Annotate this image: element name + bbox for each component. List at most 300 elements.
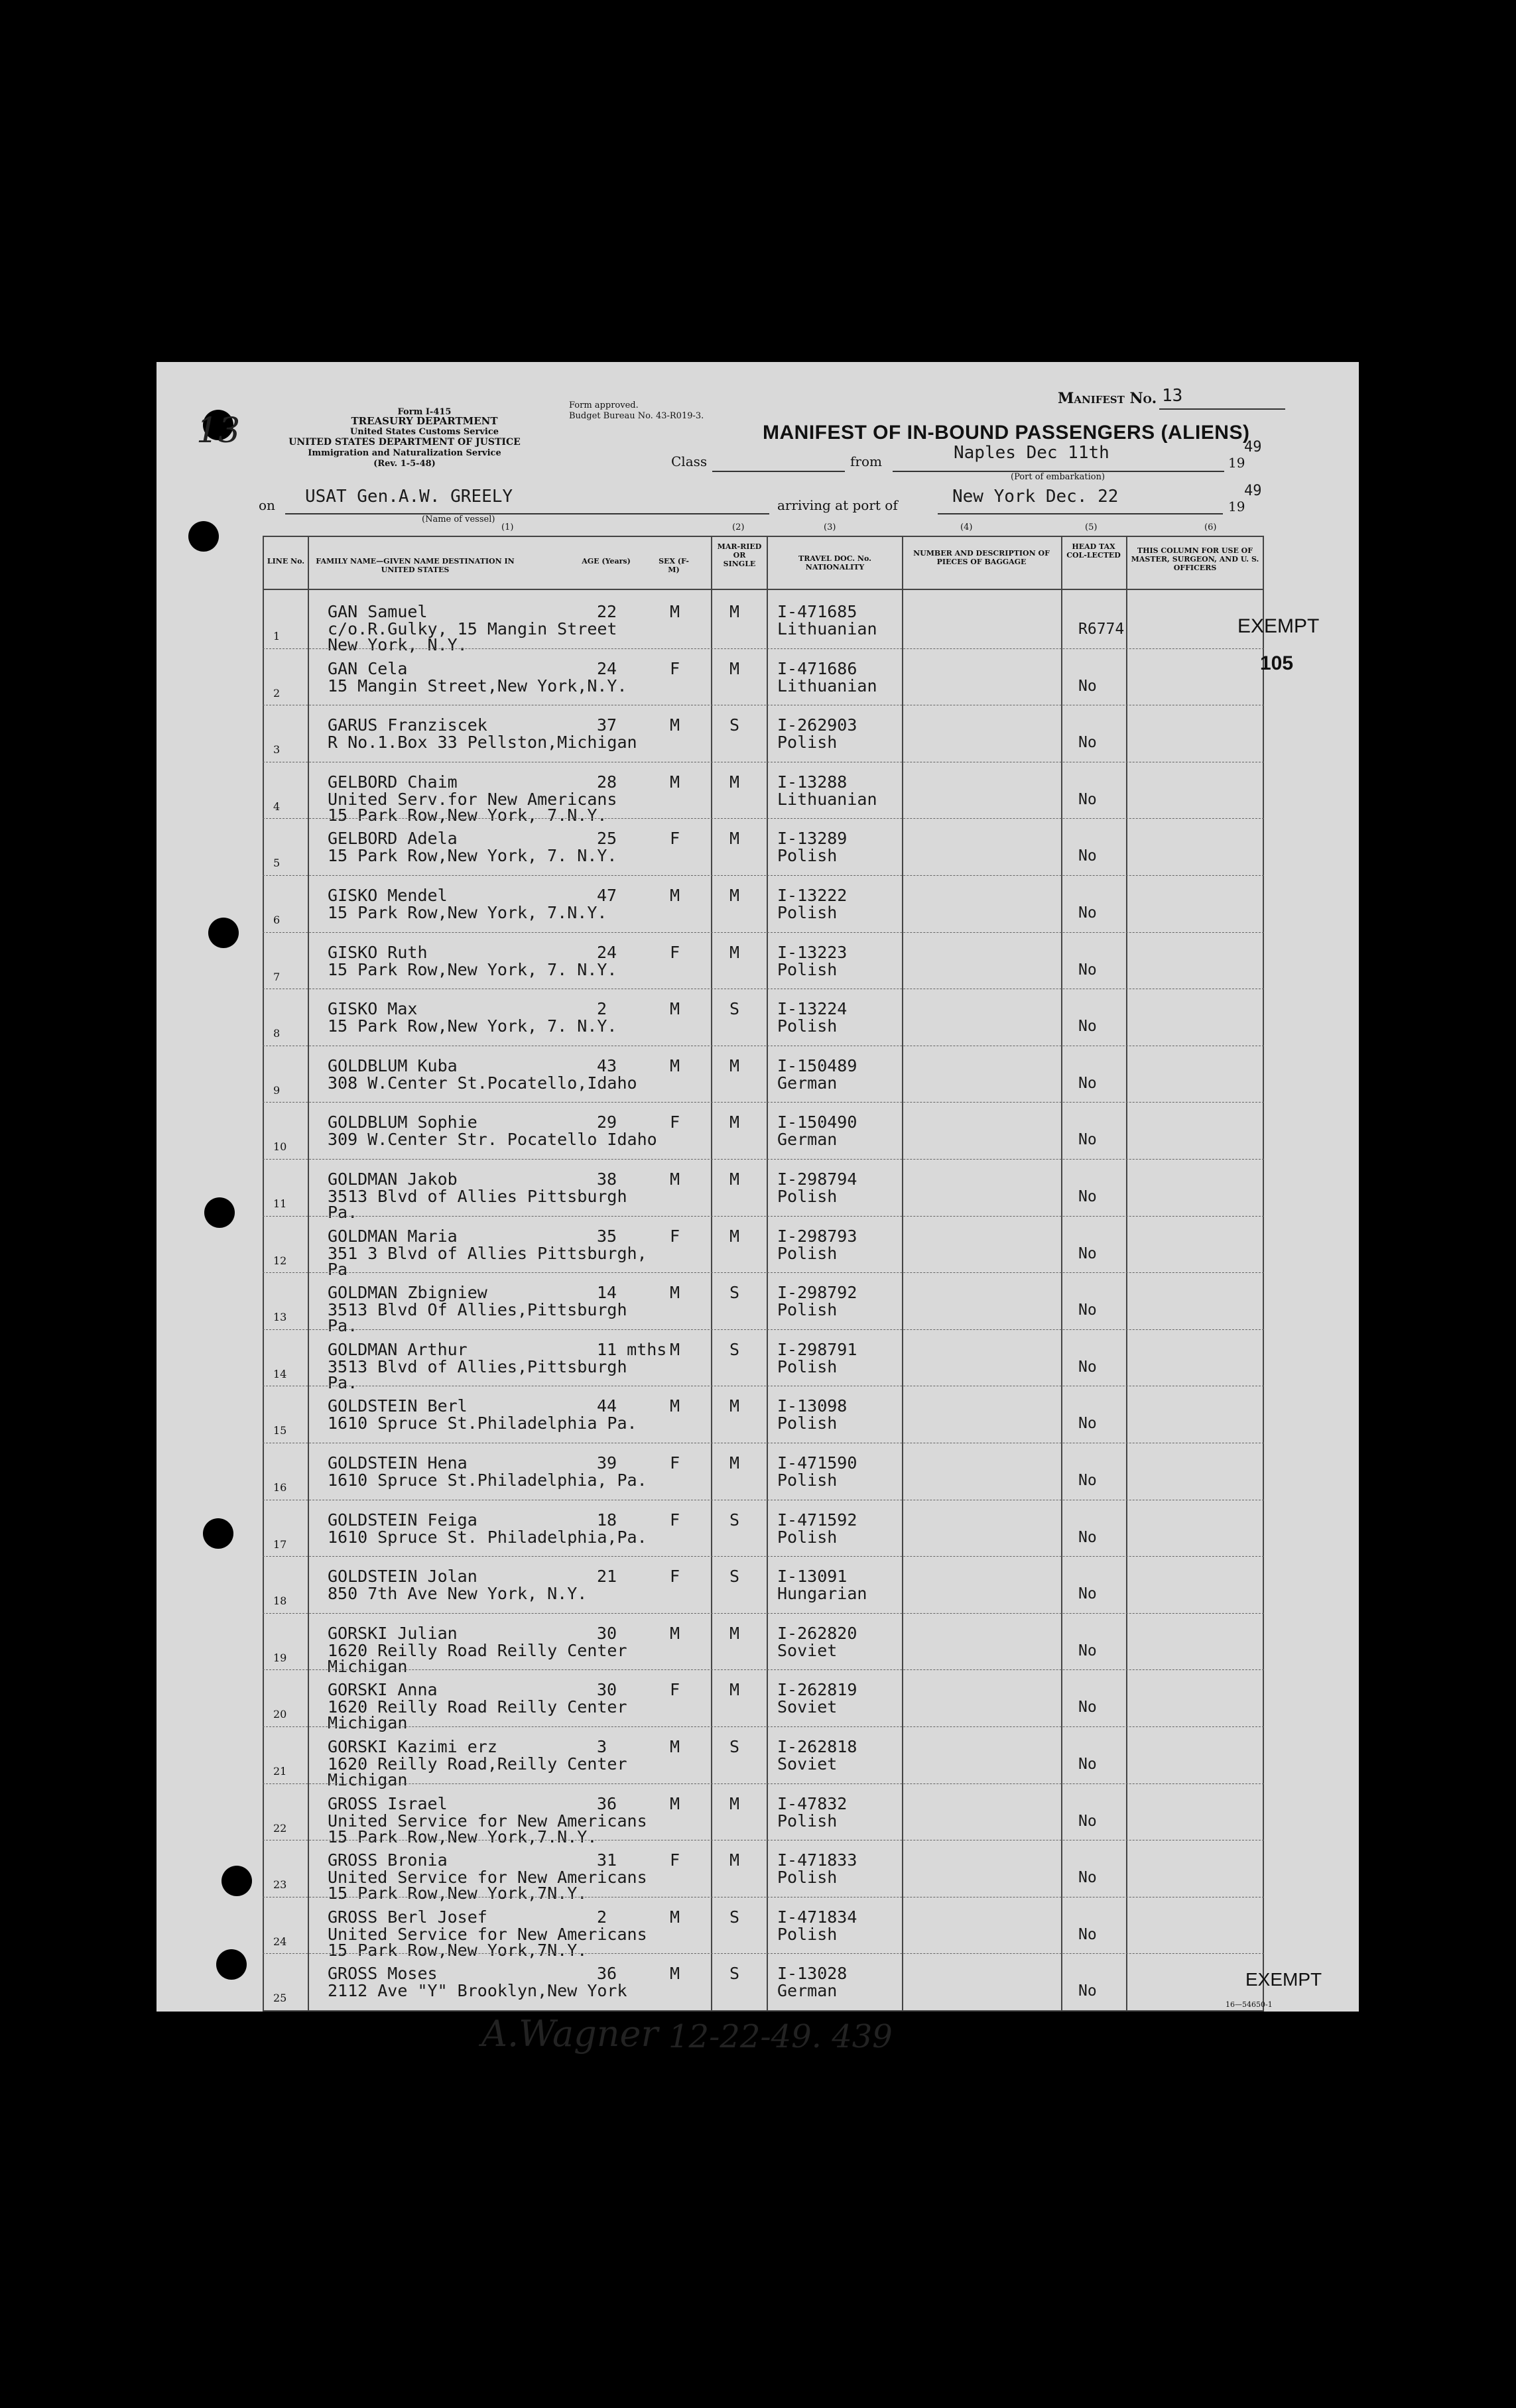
print-code: 16—54650-1 xyxy=(1226,2000,1273,2009)
head-tax: No xyxy=(1078,677,1097,695)
destination-line2: Pa. xyxy=(328,1316,358,1336)
port-of-embarkation: Naples Dec 11th xyxy=(954,443,1109,463)
passenger-name: GISKO Max xyxy=(328,999,418,1019)
destination-line2: 15 Park Row,New York,7.N.Y. xyxy=(328,1827,598,1846)
nationality: Polish xyxy=(777,1471,838,1490)
col-name: FAMILY NAME—GIVEN NAME DESTINATION IN UNITED STATES xyxy=(316,557,515,574)
passenger-name: GAN Samuel xyxy=(328,602,428,621)
nationality: Polish xyxy=(777,1243,838,1263)
destination-line2: Pa. xyxy=(328,1372,358,1392)
age: 21 xyxy=(597,1567,617,1587)
nationality: German xyxy=(777,1073,838,1093)
line-number: 23 xyxy=(273,1878,287,1892)
sex: F xyxy=(670,658,680,678)
destination-line2: 15 Park Row,New York,7N.Y. xyxy=(328,1884,588,1903)
destination: 309 W.Center Str. Pocatello Idaho xyxy=(328,1130,657,1150)
sex: M xyxy=(670,1793,680,1813)
port-embarkation-label: (Port of embarkation) xyxy=(1011,472,1105,482)
punch-hole xyxy=(216,1949,247,1980)
line-number: 9 xyxy=(273,1083,281,1097)
travel-doc-no: I-298794 xyxy=(777,1170,857,1189)
line-number: 6 xyxy=(273,914,281,926)
treasury-dept: TREASURY DEPARTMENT xyxy=(351,415,498,427)
line-number: 2 xyxy=(273,686,281,699)
nationality: Lithuanian xyxy=(777,619,877,638)
travel-doc-no: I-262903 xyxy=(777,715,857,735)
nationality: Polish xyxy=(777,1924,838,1944)
arrival-port: New York Dec. 22 xyxy=(952,487,1119,507)
age: 43 xyxy=(597,1055,617,1075)
marital-status: S xyxy=(729,715,740,735)
head-tax: No xyxy=(1078,1074,1097,1092)
nationality: Polish xyxy=(777,903,838,922)
line-number: 4 xyxy=(273,800,281,813)
destination: 3513 Blvd of Allies Pittsburgh xyxy=(328,1187,627,1206)
nationality: Polish xyxy=(777,1527,838,1547)
age: 29 xyxy=(597,1113,617,1132)
col-age: AGE (Years) xyxy=(582,557,631,566)
age: 37 xyxy=(597,715,617,735)
nationality: Polish xyxy=(777,959,838,979)
destination: 2112 Ave "Y" Brooklyn,New York xyxy=(328,1981,627,2001)
destination-line2: New York, N.Y. xyxy=(328,635,468,654)
row-divider xyxy=(263,1102,1264,1103)
destination: 15 Park Row,New York, 7. N.Y. xyxy=(328,846,617,866)
destination: 1620 Reilly Road,Reilly Center xyxy=(328,1754,627,1774)
age: 39 xyxy=(597,1453,617,1473)
exempt-stamp-bottom: EXEMPT xyxy=(1245,1969,1322,1990)
nationality: German xyxy=(777,1130,838,1150)
marital-status: S xyxy=(729,1737,740,1756)
head-tax: No xyxy=(1078,961,1097,979)
col-married: MAR-RIED OR SINGLE xyxy=(717,542,762,568)
col-sex: SEX (F-M) xyxy=(659,557,689,574)
marital-status: S xyxy=(729,1964,740,1984)
destination: 1620 Reilly Road Reilly Center xyxy=(328,1697,627,1717)
marital-status: S xyxy=(729,1510,740,1530)
manifest-number: 13 xyxy=(1162,386,1183,406)
line-number: 11 xyxy=(273,1197,287,1210)
ins-service: Immigration and Naturalization Service xyxy=(308,448,501,458)
form-revision: (Rev. 1-5-48) xyxy=(373,459,436,469)
age: 47 xyxy=(597,886,617,905)
year-suffix: 49 xyxy=(1244,439,1262,455)
travel-doc-no: I-262820 xyxy=(777,1623,857,1643)
age: 36 xyxy=(597,1793,617,1813)
colnum-6: (6) xyxy=(1204,522,1217,532)
passenger-name: GISKO Ruth xyxy=(328,942,428,962)
destination: 850 7th Ave New York, N.Y. xyxy=(328,1584,588,1604)
form-number: Form I-415 xyxy=(397,407,452,417)
age: 36 xyxy=(597,1964,617,1984)
nationality: Polish xyxy=(777,1414,838,1433)
destination-line2: Michigan xyxy=(328,1770,408,1789)
row-divider xyxy=(263,1272,1264,1273)
head-tax: R6774 xyxy=(1078,621,1125,638)
sex: M xyxy=(670,1623,680,1643)
head-tax: No xyxy=(1078,1244,1097,1262)
line-number: 5 xyxy=(273,857,281,870)
marital-status: M xyxy=(729,1055,740,1075)
col-travel: TRAVEL DOC. No. NATIONALITY xyxy=(798,554,871,572)
row-divider xyxy=(263,1953,1264,1954)
punch-hole xyxy=(188,521,219,552)
nationality: Lithuanian xyxy=(777,789,877,809)
passenger-name: GISKO Mendel xyxy=(328,886,448,905)
head-tax: No xyxy=(1078,790,1097,808)
class-label: Class xyxy=(671,453,708,469)
marital-status: M xyxy=(729,1453,740,1473)
destination: United Service for New Americans xyxy=(328,1811,647,1831)
passenger-name: GROSS Berl Josef xyxy=(328,1907,487,1927)
vessel-name: USAT Gen.A.W. GREELY xyxy=(305,487,513,507)
age: 24 xyxy=(597,658,617,678)
line-number: 12 xyxy=(273,1254,287,1267)
line-number: 24 xyxy=(273,1935,287,1948)
age: 30 xyxy=(597,1623,617,1643)
destination-line2: Pa. xyxy=(328,1203,358,1222)
passenger-name: GOLDMAN Maria xyxy=(328,1226,458,1246)
line-number: 20 xyxy=(273,1708,287,1721)
nationality: Lithuanian xyxy=(777,676,877,695)
passenger-name: GOLDBLUM Kuba xyxy=(328,1055,458,1075)
travel-doc-no: I-13098 xyxy=(777,1396,848,1416)
colnum-2: (2) xyxy=(732,522,745,532)
punch-hole xyxy=(203,1518,233,1549)
head-tax: No xyxy=(1078,1812,1097,1830)
marital-status: S xyxy=(729,999,740,1019)
row-divider xyxy=(263,1669,1264,1670)
line-number: 25 xyxy=(273,1992,287,2005)
line-number: 10 xyxy=(273,1140,287,1154)
travel-doc-no: I-150489 xyxy=(777,1055,857,1075)
age: 18 xyxy=(597,1510,617,1530)
travel-doc-no: I-471590 xyxy=(777,1453,857,1473)
travel-doc-no: I-13222 xyxy=(777,886,848,905)
punch-hole xyxy=(208,918,239,948)
destination: 3513 Blvd of Allies,Pittsburgh xyxy=(328,1356,627,1376)
marital-status: M xyxy=(729,602,740,621)
sex: M xyxy=(670,1964,680,1984)
travel-doc-no: I-298792 xyxy=(777,1283,857,1303)
head-tax: No xyxy=(1078,1699,1097,1716)
row-divider xyxy=(263,818,1264,819)
sex: M xyxy=(670,1055,680,1075)
arriving-label: arriving at port of xyxy=(777,497,898,513)
year2-prefix: 19 xyxy=(1228,499,1245,514)
age: 11 mths xyxy=(597,1339,667,1359)
destination-line2: Pa xyxy=(328,1259,348,1279)
nationality: Soviet xyxy=(777,1754,838,1774)
col-headtax: HEAD TAX COL-LECTED xyxy=(1066,542,1121,560)
travel-doc-no: I-298791 xyxy=(777,1339,857,1359)
table-frame xyxy=(263,536,1264,2012)
line-number: 1 xyxy=(273,630,281,642)
head-tax: No xyxy=(1078,847,1097,865)
marital-status: M xyxy=(729,1226,740,1246)
manifest-no-label: Manifest No. xyxy=(1058,390,1157,407)
destination-line2: 15 Park Row,New York,7N.Y. xyxy=(328,1940,588,1960)
destination-line2: Michigan xyxy=(328,1656,408,1676)
year-prefix: 19 xyxy=(1228,455,1245,471)
col-line: LINE No. xyxy=(267,557,305,566)
sex: M xyxy=(670,715,680,735)
age: 2 xyxy=(597,999,607,1019)
age: 38 xyxy=(597,1170,617,1189)
colnum-1: (1) xyxy=(501,522,514,532)
travel-doc-no: I-262818 xyxy=(777,1737,857,1756)
customs-service: United States Customs Service xyxy=(349,427,499,437)
destination: United Serv.for New Americans xyxy=(328,789,617,809)
travel-doc-no: I-471685 xyxy=(777,602,857,621)
line-number: 7 xyxy=(273,970,281,983)
passenger-name: GELBORD Adela xyxy=(328,829,458,849)
colnum-4: (4) xyxy=(960,522,973,532)
marital-status: M xyxy=(729,1396,740,1416)
passenger-name: GROSS Bronia xyxy=(328,1850,448,1870)
travel-doc-no: I-471834 xyxy=(777,1907,857,1927)
travel-doc-no: I-150490 xyxy=(777,1113,857,1132)
age: 3 xyxy=(597,1737,607,1756)
marital-status: M xyxy=(729,1623,740,1643)
travel-doc-no: I-13223 xyxy=(777,942,848,962)
destination: 351 3 Blvd of Allies Pittsburgh, xyxy=(328,1243,647,1263)
head-tax: No xyxy=(1078,1756,1097,1773)
sex: F xyxy=(670,1850,680,1870)
sex: M xyxy=(670,1283,680,1303)
travel-doc-no: I-13028 xyxy=(777,1964,848,1984)
head-tax: No xyxy=(1078,1869,1097,1887)
travel-doc-no: I-47832 xyxy=(777,1793,848,1813)
passenger-name: GELBORD Chaim xyxy=(328,772,458,792)
sex: F xyxy=(670,942,680,962)
marital-status: M xyxy=(729,1850,740,1870)
sex: F xyxy=(670,1680,680,1700)
form-approved: Form approved. xyxy=(569,400,639,410)
colnum-5: (5) xyxy=(1085,522,1098,532)
nationality: Soviet xyxy=(777,1697,838,1717)
marital-status: S xyxy=(729,1283,740,1303)
destination: United Service for New Americans xyxy=(328,1868,647,1888)
destination-line2: Michigan xyxy=(328,1713,408,1733)
head-tax: No xyxy=(1078,1925,1097,1943)
travel-doc-no: I-471686 xyxy=(777,658,857,678)
travel-doc-no: I-13288 xyxy=(777,772,848,792)
travel-doc-no: I-471592 xyxy=(777,1510,857,1530)
marital-status: S xyxy=(729,1907,740,1927)
sex: F xyxy=(670,829,680,849)
row-divider xyxy=(263,1613,1264,1614)
marital-status: M xyxy=(729,829,740,849)
year2-suffix: 49 xyxy=(1244,483,1262,499)
destination-line2: 15 Park Row,New York, 7.N.Y. xyxy=(328,805,607,825)
marital-status: S xyxy=(729,1339,740,1359)
sex: F xyxy=(670,1567,680,1587)
head-tax: No xyxy=(1078,1131,1097,1149)
sex: M xyxy=(670,772,680,792)
marital-status: M xyxy=(729,1793,740,1813)
destination: 1620 Reilly Road Reilly Center xyxy=(328,1640,627,1660)
nationality: Polish xyxy=(777,1356,838,1376)
destination: 1610 Spruce St.Philadelphia, Pa. xyxy=(328,1471,647,1490)
line-number: 8 xyxy=(273,1027,281,1040)
destination: 1610 Spruce St.Philadelphia Pa. xyxy=(328,1414,637,1433)
nationality: Polish xyxy=(777,1016,838,1036)
sex: M xyxy=(670,1339,680,1359)
page-title: MANIFEST OF IN-BOUND PASSENGERS (ALIENS) xyxy=(763,422,1250,444)
travel-doc-no: I-262819 xyxy=(777,1680,857,1700)
line-number: 3 xyxy=(273,743,281,756)
marital-status: M xyxy=(729,942,740,962)
nationality: Hungarian xyxy=(777,1584,867,1604)
destination: 15 Park Row,New York, 7.N.Y. xyxy=(328,903,607,922)
line-number: 19 xyxy=(273,1651,287,1664)
row-divider xyxy=(263,1783,1264,1784)
sex: F xyxy=(670,1453,680,1473)
passenger-name: GOLDBLUM Sophie xyxy=(328,1113,477,1132)
destination: R No.1.Box 33 Pellston,Michigan xyxy=(328,733,637,752)
marital-status: M xyxy=(729,886,740,905)
travel-doc-no: I-298793 xyxy=(777,1226,857,1246)
nationality: German xyxy=(777,1981,838,2001)
passenger-name: GORSKI Anna xyxy=(328,1680,438,1700)
col-baggage: NUMBER AND DESCRIPTION OF PIECES OF BAGGAGE xyxy=(913,549,1050,566)
margin-note: 13 xyxy=(196,411,241,451)
age: 30 xyxy=(597,1680,617,1700)
line-number: 21 xyxy=(273,1765,287,1777)
row-divider xyxy=(263,1556,1264,1557)
head-tax: No xyxy=(1078,904,1097,922)
officer-signature: A.Wagner xyxy=(481,2013,659,2055)
age: 44 xyxy=(597,1396,617,1416)
row-divider xyxy=(263,932,1264,933)
head-tax: No xyxy=(1078,1585,1097,1603)
passenger-name: GOLDSTEIN Feiga xyxy=(328,1510,477,1530)
passenger-name: GOLDSTEIN Berl xyxy=(328,1396,468,1416)
passenger-name: GROSS Israel xyxy=(328,1793,448,1813)
row-divider xyxy=(263,1216,1264,1217)
nationality: Polish xyxy=(777,1187,838,1206)
sex: F xyxy=(670,1113,680,1132)
head-tax: No xyxy=(1078,1528,1097,1546)
sex: M xyxy=(670,1907,680,1927)
destination: 15 Park Row,New York, 7. N.Y. xyxy=(328,1016,617,1036)
marital-status: S xyxy=(729,1567,740,1587)
page-stamp-number: 105 xyxy=(1260,652,1294,674)
row-divider xyxy=(263,875,1264,876)
travel-doc-no: I-13289 xyxy=(777,829,848,849)
destination: 3513 Blvd Of Allies,Pittsburgh xyxy=(328,1300,627,1320)
passenger-name: GROSS Moses xyxy=(328,1964,438,1984)
col-officers: THIS COLUMN FOR USE OF MASTER, SURGEON, AND U. S. OFFICERS xyxy=(1131,546,1259,572)
passenger-name: GORSKI Julian xyxy=(328,1623,458,1643)
line-number: 16 xyxy=(273,1481,287,1494)
passenger-name: GORSKI Kazimi erz xyxy=(328,1737,497,1756)
travel-doc-no: I-13224 xyxy=(777,999,848,1019)
head-tax: No xyxy=(1078,1358,1097,1376)
age: 31 xyxy=(597,1850,617,1870)
destination: 1610 Spruce St. Philadelphia,Pa. xyxy=(328,1527,647,1547)
date-note: 12-22-49. 439 xyxy=(668,2018,893,2055)
marital-status: M xyxy=(729,772,740,792)
line-number: 22 xyxy=(273,1821,287,1835)
passenger-name: GOLDMAN Arthur xyxy=(328,1339,468,1359)
passenger-name: GOLDSTEIN Jolan xyxy=(328,1567,477,1587)
passenger-name: GOLDMAN Jakob xyxy=(328,1170,458,1189)
passenger-name: GOLDMAN Zbigniew xyxy=(328,1283,487,1303)
nationality: Polish xyxy=(777,1868,838,1888)
age: 14 xyxy=(597,1283,617,1303)
head-tax: No xyxy=(1078,1415,1097,1433)
passenger-name: GARUS Franziscek xyxy=(328,715,487,735)
head-tax: No xyxy=(1078,1018,1097,1036)
justice-dept: UNITED STATES DEPARTMENT OF JUSTICE xyxy=(288,437,521,448)
line-number: 14 xyxy=(273,1367,287,1380)
sex: F xyxy=(670,1226,680,1246)
nationality: Polish xyxy=(777,846,838,866)
budget-bureau: Budget Bureau No. 43-R019-3. xyxy=(569,411,704,421)
punch-hole xyxy=(221,1866,252,1896)
line-number: 15 xyxy=(273,1424,287,1437)
head-tax: No xyxy=(1078,1188,1097,1205)
sex: M xyxy=(670,602,680,621)
punch-hole xyxy=(204,1197,235,1228)
sex: M xyxy=(670,1396,680,1416)
line-number: 17 xyxy=(273,1537,287,1551)
age: 22 xyxy=(597,602,617,621)
destination: 308 W.Center St.Pocatello,Idaho xyxy=(328,1073,637,1093)
destination: 15 Mangin Street,New York,N.Y. xyxy=(328,676,627,695)
head-tax: No xyxy=(1078,1472,1097,1489)
line-number: 18 xyxy=(273,1595,287,1608)
from-label: from xyxy=(850,453,882,469)
travel-doc-no: I-13091 xyxy=(777,1567,848,1587)
travel-doc-no: I-471833 xyxy=(777,1850,857,1870)
age: 25 xyxy=(597,829,617,849)
sex: F xyxy=(670,1510,680,1530)
passenger-name: GAN Cela xyxy=(328,658,408,678)
head-tax: No xyxy=(1078,1982,1097,2000)
age: 2 xyxy=(597,1907,607,1927)
destination: 15 Park Row,New York, 7. N.Y. xyxy=(328,959,617,979)
head-tax: No xyxy=(1078,1642,1097,1659)
head-tax: No xyxy=(1078,734,1097,752)
passenger-name: GOLDSTEIN Hena xyxy=(328,1453,468,1473)
marital-status: M xyxy=(729,1113,740,1132)
sex: M xyxy=(670,886,680,905)
sex: M xyxy=(670,999,680,1019)
vessel-label: (Name of vessel) xyxy=(422,514,495,524)
row-divider xyxy=(263,1726,1264,1727)
head-tax: No xyxy=(1078,1301,1097,1319)
age: 24 xyxy=(597,942,617,962)
line-number: 13 xyxy=(273,1311,287,1324)
age: 28 xyxy=(597,772,617,792)
nationality: Polish xyxy=(777,733,838,752)
marital-status: M xyxy=(729,1680,740,1700)
destination: United Service for New Americans xyxy=(328,1924,647,1944)
marital-status: M xyxy=(729,658,740,678)
age: 35 xyxy=(597,1226,617,1246)
destination: c/o.R.Gulky, 15 Mangin Street xyxy=(328,619,617,638)
nationality: Soviet xyxy=(777,1640,838,1660)
sex: M xyxy=(670,1737,680,1756)
row-divider xyxy=(263,1329,1264,1330)
colnum-3: (3) xyxy=(824,522,836,532)
row-divider xyxy=(263,648,1264,649)
exempt-stamp-top: EXEMPT xyxy=(1237,615,1320,637)
nationality: Polish xyxy=(777,1811,838,1831)
